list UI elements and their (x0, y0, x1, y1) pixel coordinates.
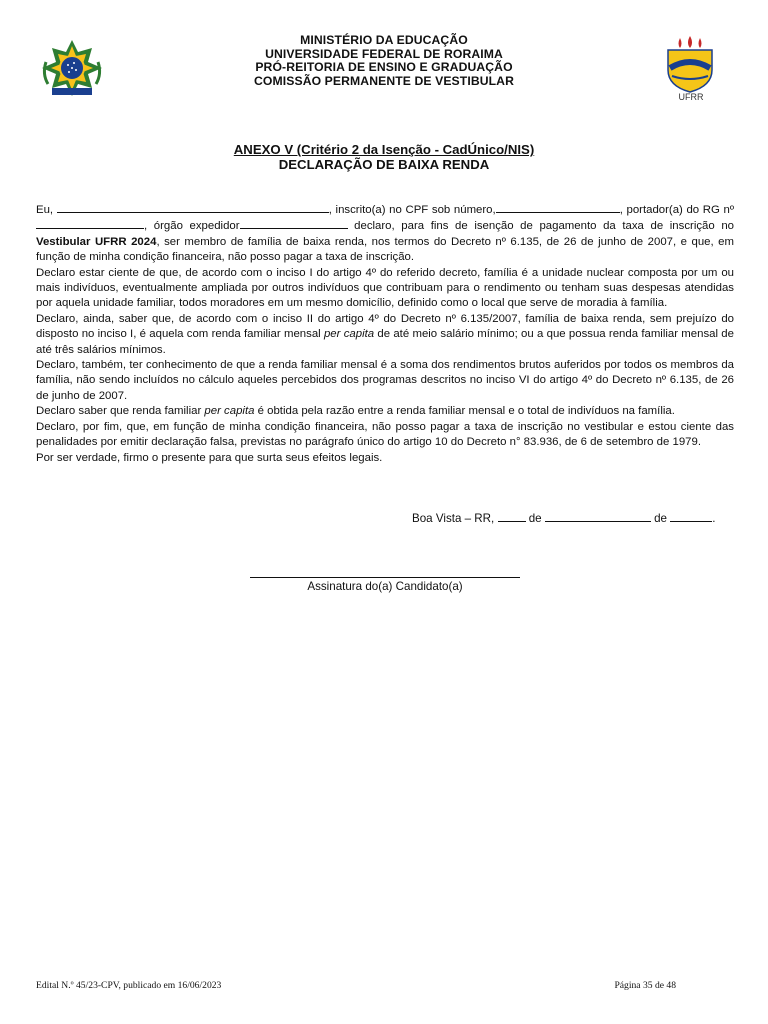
text-fragment: , inscrito(a) no CPF sob número, (328, 204, 496, 216)
paragraph-low-income-definition (36, 312, 734, 358)
italic-term: per capita (323, 328, 375, 341)
text-fragment: declaro, para fins de isenção de pagamento da taxa de inscrição no (347, 220, 734, 233)
text-fragment: . (712, 512, 716, 525)
cpf-blank-field[interactable] (496, 202, 620, 213)
paragraph-identification (36, 202, 734, 266)
paragraph-closing: Por ser verdade, firmo o presente para que surta seus efeitos legais. (36, 451, 383, 464)
place-date-line (412, 511, 734, 525)
ufrr-logo-label: UFRR (678, 92, 704, 102)
annex-title: ANEXO V (Critério 2 da Isenção - CadÚnico/NIS) (233, 142, 535, 157)
text-fragment: de (650, 512, 671, 525)
institution-header (0, 34, 768, 88)
document-title (0, 142, 768, 172)
month-blank-field[interactable] (545, 511, 651, 522)
text-fragment: de até meio salário mínimo; ou a que possua renda familiar mensal de até três salários mínimos. (36, 328, 734, 356)
city-label: Boa Vista – RR, (412, 512, 498, 525)
header-line-1: MINISTÉRIO DA EDUCAÇÃO (300, 33, 468, 47)
text-fragment: Declaro saber que renda familiar (36, 405, 205, 418)
vestibular-name: Vestibular UFRR 2024 (36, 235, 157, 248)
paragraph-per-capita (36, 404, 734, 419)
day-blank-field[interactable] (498, 511, 526, 522)
text-fragment: , ser membro de família de baixa renda, nos termos do Decreto nº 6.135, de 26 de junho de 2007, e que, em função de minha condição financeira, não posso pagar a taxa de inscrição. (36, 235, 734, 264)
text-fragment: Declaro, ainda, saber que, de acordo com o inciso II do artigo 4º do Decreto nº 6.135/2007, família de baixa renda, sem prejuízo do disposto no inciso I, é aquela com renda familiar mensal (36, 312, 734, 341)
paragraph-penalties: Declaro, por fim, que, em função de minha condição financeira, não posso pagar a taxa de inscrição no vestibular e estou ciente das penalidades por emitir declaração falsa, previstas no parágrafo único do artigo 10 do Decreto n° 83.936, de 6 de setembro de 1979. (36, 420, 734, 449)
italic-term: per capita (204, 405, 255, 418)
footer-page-number: Página 35 de 48 (614, 980, 676, 991)
header-line-2: UNIVERSIDADE FEDERAL DE RORAIMA (265, 46, 503, 61)
paragraph-family-income: Declaro, também, ter conhecimento de que a renda familiar mensal é a soma dos rendimentos brutos auferidos por todos os membros da família, não sendo incluídos no cálculo aqueles percebidos dos programas descritos no inciso VI do artigo 4º do Decreto nº 6.135, de 26 de junho de 2007. (36, 359, 734, 402)
signature-line[interactable] (250, 577, 520, 578)
text-fragment: é obtida pela razão entre a renda familiar mensal e o total de indivíduos na família. (254, 405, 675, 418)
declaration-subtitle: DECLARAÇÃO DE BAIXA RENDA (278, 157, 490, 172)
text-fragment: Eu, (36, 204, 57, 216)
paragraph-family-definition: Declaro estar ciente de que, de acordo com o inciso I do artigo 4º do referido decreto, família é a unidade nuclear composta por um ou mais indivíduos, eventualmente ampliada por outros indivíduos que contribuam para o rendimento ou tenham suas despesas atendidas por aquela unidade familiar, todos moradores em um mesmo domicílio, definido como o local que serve de moradia à família. (36, 266, 734, 310)
footer-edital-info: Edital N.º 45/23-CPV, publicado em 16/06/2023 (36, 980, 222, 991)
issuing-body-blank-field[interactable] (240, 218, 348, 229)
year-blank-field[interactable] (670, 511, 712, 522)
text-fragment: , órgão expedidor (144, 220, 240, 233)
name-blank-field[interactable] (57, 202, 329, 213)
header-line-3: PRÓ-REITORIA DE ENSINO E GRADUAÇÃO (255, 60, 513, 74)
declaration-body (36, 202, 734, 466)
text-fragment: , portador(a) do RG nº (619, 204, 734, 216)
text-fragment: de (525, 512, 545, 525)
signature-label: Assinatura do(a) Candidato(a) (307, 580, 463, 593)
rg-blank-field[interactable] (36, 218, 144, 229)
header-line-4: COMISSÃO PERMANENTE DE VESTIBULAR (254, 73, 514, 88)
